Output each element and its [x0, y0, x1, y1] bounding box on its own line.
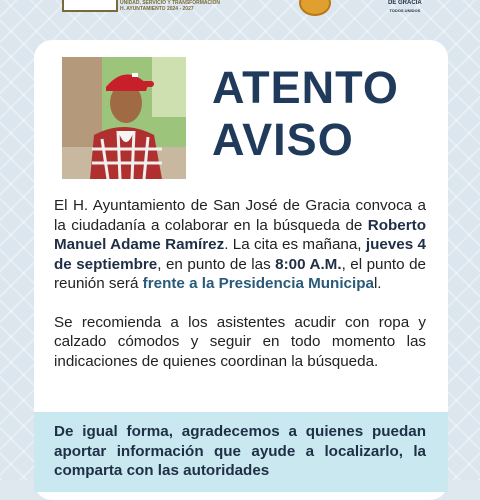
right-logo-line1: DE GRACIA	[388, 0, 422, 6]
meeting-time: 8:00 A.M.	[275, 255, 342, 273]
person-photo-illustration	[62, 57, 186, 179]
municipal-logo	[62, 0, 118, 12]
notice-body	[54, 196, 426, 371]
right-logo	[388, 0, 422, 14]
p1-text-2: . La cita es mañana,	[224, 236, 366, 253]
right-logo-line2: TODOS UNIDOS	[389, 8, 421, 13]
missing-person-name: Roberto Manuel Adame Ramírez	[54, 216, 426, 253]
info-text: De igual forma, agradecemos a quienes puedan aportar información que ayude a localizarlo, la comparta con las autoridades	[54, 423, 426, 479]
p1-text-3: , en punto de las	[157, 255, 276, 273]
p1-text-5: l.	[373, 275, 382, 292]
title-line2: AVISO	[212, 114, 354, 165]
meeting-place: frente a la Presidencia Municipa	[142, 275, 374, 292]
p1-text-1: El H. Ayuntamiento de San José de Gracia convoca a la ciudadanía a colaborar en la búsqueda de	[54, 197, 426, 234]
title-line1: ATENTO	[212, 62, 399, 113]
meeting-date: jueves 4 de septiembre	[54, 236, 426, 273]
municipal-logo-text	[120, 0, 220, 12]
p1-text-4: , el punto de reunión será	[54, 255, 426, 292]
seal-logo	[299, 0, 331, 16]
page-title	[212, 62, 432, 166]
paragraph-2: Se recomienda a los asistentes acudir con ropa y calzado cómodos y seguir en todo momento las indicaciones de quienes coordinan la búsqueda.	[54, 313, 426, 370]
logo-administration: H. AYUNTAMIENTO 2024 - 2027	[120, 6, 194, 12]
paragraph-1	[54, 196, 426, 294]
logo-slogan: UNIDAD, SERVICIO Y TRANSFORMACIÓN	[120, 0, 221, 6]
person-photo	[62, 57, 186, 179]
header-logos	[0, 0, 480, 14]
